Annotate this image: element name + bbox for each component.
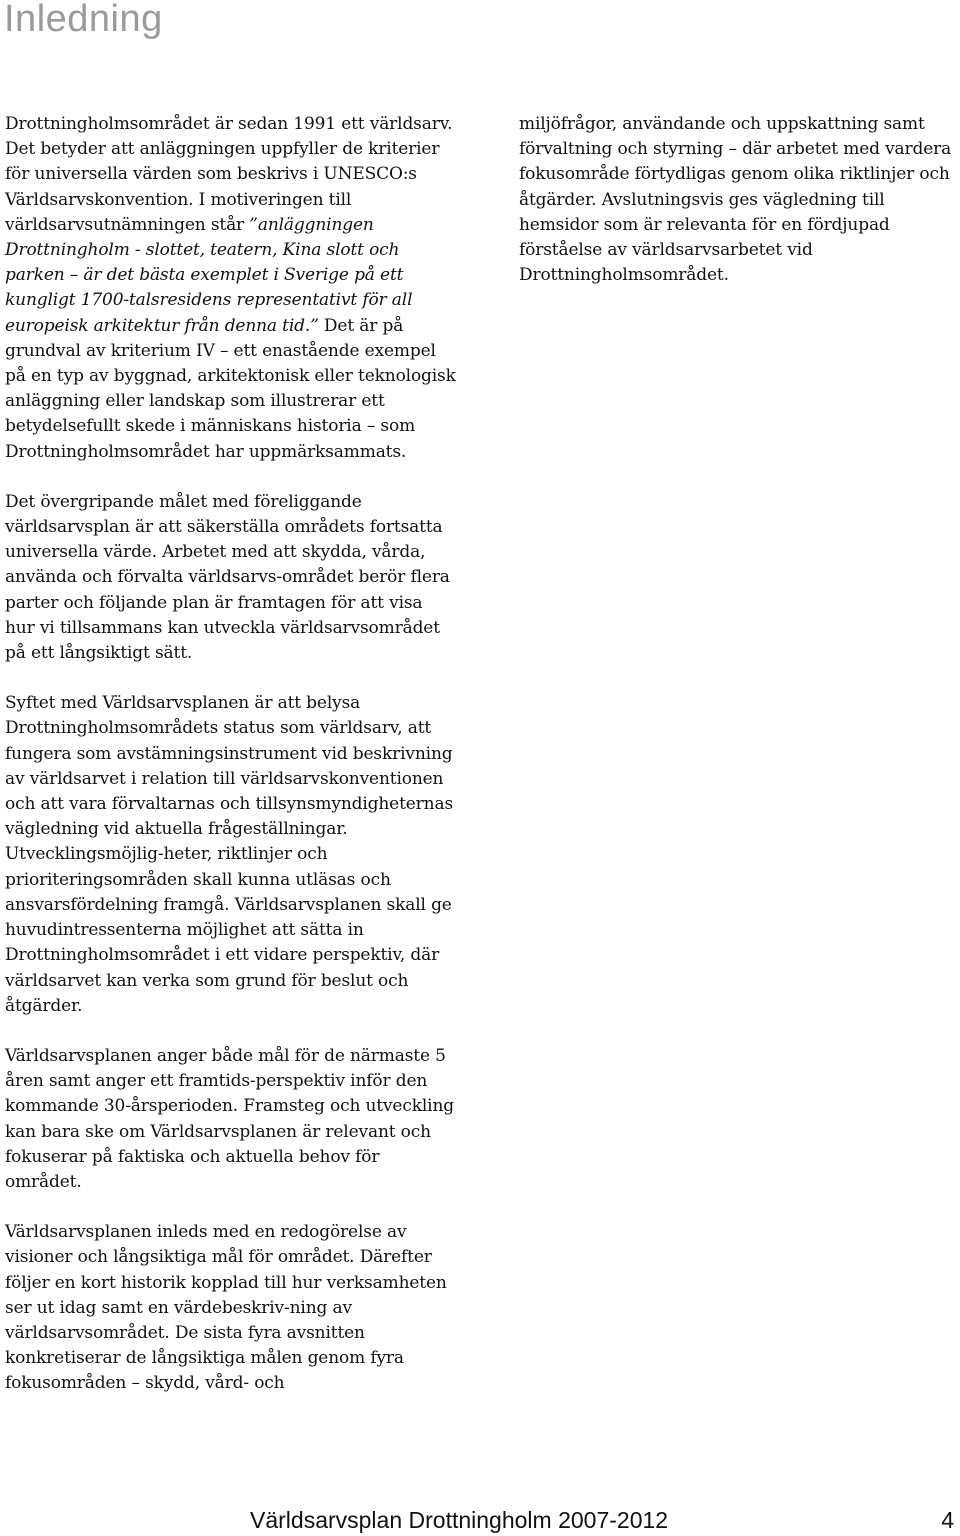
structure-paragraph: Världsarvsplanen inleds med en redogörelse av visioner och långsiktiga mål för området. Därefter följer en kort historik kopplad till hur verksamheten ser ut idag samt en värdebeskriv-ning av världsarvsområdet. De sista fyra avsnitten konkretiserar de långsiktiga målen genom fyra fokusområden – skydd, vård- och [5, 1222, 447, 1394]
purpose-paragraph: Syftet med Världsarvsplanen är att belysa Drottningholmsområdets status som världsarv, att fungera som avstämningsinstrument vid beskrivning av världsarvet i relation till världsarvskonventionen och att vara förvaltarnas och tillsynsmyndigheternas vägledning vid aktuella frågeställningar. Utvecklingsmöjlig-heter, riktlinjer och prioriteringsområden skall kunna utläsas och ansvarsfördelning framgå. Världsarvsplanen skall ge huvudintressenterna möjlighet att sätta in Drottningholmsområdet i ett vidare perspektiv, där världsarvet kan verka som grund för beslut och åtgärder. [5, 693, 454, 1016]
intro-text-start: Drottningholmsområdet är sedan 1991 ett världsarv. Det betyder att anläggningen uppfyller de kriterier för universella värden som beskrivs i UNESCO:s Världsarvskonvention. I motiveringen till världsarvsutnämningen står [5, 114, 453, 235]
page-title: Inledning [4, 0, 163, 40]
page-number: 4 [941, 1507, 954, 1533]
left-column [5, 112, 457, 1422]
structure-paragraph-continued: miljöfrågor, användande och uppskattning samt förvaltning och styrning – där arbetet med vardera fokusområde förtydligas genom olika riktlinjer och åtgärder. Avslutningsvis ges vägledning till hemsidor som är relevanta för en fördjupad förståelse av världsarvsarbetet vid Drottningholmsområdet. [519, 114, 952, 286]
motivation-quote: ”anläggningen Drottningholm - slottet, teatern, Kina slott och parken – är det bästa exemplet i Sverige på ett kungligt 1700-talsresidens representativt för all europeisk arkitektur från denna tid.” [5, 214, 413, 336]
intro-paragraph [5, 112, 457, 465]
goal-paragraph: Det övergripande målet med föreliggande världsarvsplan är att säkerställa områdets fortsatta universella värde. Arbetet med att skydda, vårda, använda och förvalta världsarvs-området berör flera parter och följande plan är framtagen för att visa hur vi tillsammans kan utveckla världsarvsområdet på ett långsiktigt sätt. [5, 491, 450, 664]
timeframe-paragraph: Världsarvsplanen anger både mål för de närmaste 5 åren samt anger ett framtids-perspektiv inför den kommande 30-årsperioden. Framsteg och utveckling kan bara ske om Världsarvsplanen är relevant och fokuserar på faktiska och aktuella behov för området. [5, 1045, 454, 1192]
right-column [519, 112, 955, 313]
intro-text-end: Det är på grundval av kriterium IV – ett enastående exempel på en typ av byggnad, arkitektonisk eller teknologisk anläggning eller landskap som illustrerar ett betydelsefullt skede i människans historia – som Drottningholmsområdet har uppmärksammats. [5, 315, 456, 462]
footer-document-title: Världsarvsplan Drottningholm 2007-2012 [250, 1507, 669, 1533]
page-footer [0, 1504, 960, 1536]
